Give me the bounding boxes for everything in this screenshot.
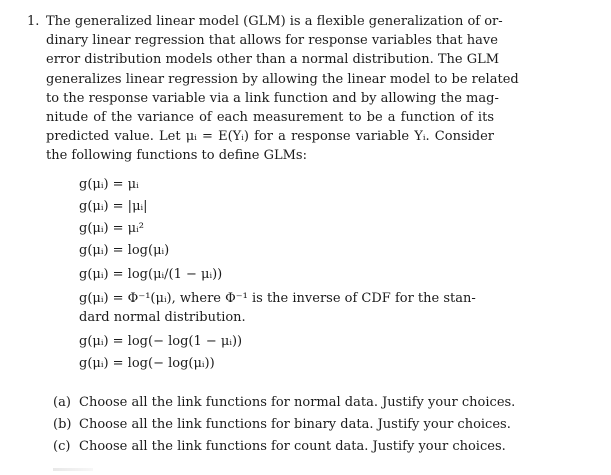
intro-line: The generalized linear model (GLM) is a flexible generalization of or- xyxy=(46,14,503,29)
question-part-a xyxy=(53,394,515,412)
equation-probit-continued: dard normal distribution. xyxy=(79,310,246,325)
part-text: Choose all the link functions for count data. Justify your choices. xyxy=(79,439,506,454)
intro-line: predicted value. Let μᵢ = E(Yᵢ) for a response variable Yᵢ. Consider xyxy=(46,129,494,145)
equation-cloglog: g(μᵢ) = log(− log(1 − μᵢ)) xyxy=(79,334,243,349)
intro-line: generalizes linear regression by allowing the linear model to be related xyxy=(46,71,519,87)
intro-line: dinary linear regression that allows for response variables that have xyxy=(46,33,498,49)
part-text: Choose all the link functions for normal data. Justify your choices. xyxy=(79,395,516,410)
part-label: (c) xyxy=(53,439,71,454)
intro-line: the following functions to define GLMs: xyxy=(46,148,307,164)
part-label: (b) xyxy=(53,417,72,432)
equation-log: g(μᵢ) = log(μᵢ) xyxy=(79,243,170,258)
intro-line: to the response variable via a link function and by allowing the mag- xyxy=(46,90,499,106)
part-text: Choose all the link functions for binary data. Justify your choices. xyxy=(79,417,511,432)
equation-absolute: g(μᵢ) = |μᵢ| xyxy=(79,199,148,214)
equation-square: g(μᵢ) = μᵢ² xyxy=(79,221,144,236)
intro-line: error distribution models other than a normal distribution. The GLM xyxy=(46,52,500,68)
part-label: (a) xyxy=(53,395,71,410)
equation-identity: g(μᵢ) = μᵢ xyxy=(79,177,139,192)
question-part-c xyxy=(53,438,506,456)
intro-line: nitude of the variance of each measurement to be a function of its xyxy=(46,110,494,126)
equation-logit: g(μᵢ) = log(μᵢ/(1 − μᵢ)) xyxy=(79,267,223,282)
equation-probit: g(μᵢ) = Φ⁻¹(μᵢ), where Φ⁻¹ is the inverse of CDF for the stan- xyxy=(79,291,476,306)
problem-intro xyxy=(46,12,519,166)
cropped-next-line xyxy=(53,468,93,471)
equation-loglog: g(μᵢ) = log(− log(μᵢ)) xyxy=(79,356,215,371)
question-part-b xyxy=(53,416,511,434)
problem-number: 1. xyxy=(27,14,40,29)
